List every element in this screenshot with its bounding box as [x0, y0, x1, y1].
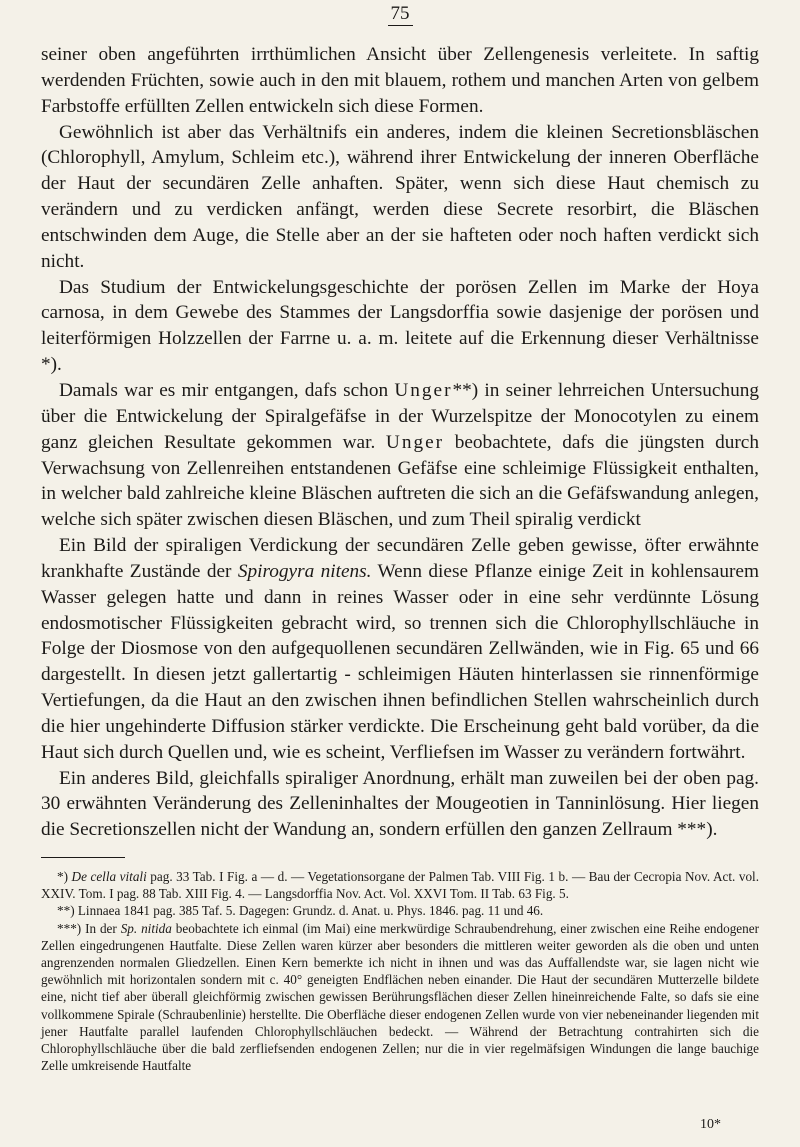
- footnote-1-title: De cella vitali: [71, 869, 147, 884]
- footnote-1-text: pag. 33 Tab. I Fig. a — d. — Vegetationsorgane der Palmen Tab. VIII Fig. 1 b. — Bau der Cecropia Nov. Act. vol. XXIV. Tom. I pag. 88 Tab. XIII Fig. 4. — Langsdorffia Nov. Act. Vol. XXVI Tom. II Tab. 63 Fig. 5.: [41, 869, 759, 902]
- paragraph-2: Gewöhnlich ist aber das Verhältnifs ein anderes, indem die kleinen Secretionsbläschen (Chlorophyll, Amylum, Schleim etc.), während ihrer Entwickelung der inneren Oberfläche der Haut der secundären Zelle anhaften. Später, wenn sich diese Haut chemisch zu verändern und zu verdicken anfängt, werden diese Secrete resorbirt, die Bläschen entschwinden dem Auge, die Stelle aber an der sie hafteten oder noch haften verdickt sich nicht.: [41, 121, 759, 272]
- footnotes: [41, 868, 759, 1074]
- footnote-2: **) Linnaea 1841 pag. 385 Taf. 5. Dagegen: Grundz. d. Anat. u. Phys. 1846. pag. 11 und 46.: [57, 903, 544, 919]
- paragraph-6: Ein anderes Bild, gleichfalls spiraliger Anordnung, erhält man zuweilen bei der oben pag. 30 erwähnten Veränderung des Zelleninhaltes der Mougeotien in Tanninlösung. Hier liegen die Secretionszellen nicht der Wandung an, sondern erfüllen den ganzen Zellraum ***).: [41, 767, 759, 841]
- paragraph-4-part-a: Damals war es mir entgangen, dafs schon: [59, 379, 395, 401]
- page-number-text: 75: [388, 4, 413, 26]
- page-number: [0, 4, 800, 26]
- footnote-1-mark: *): [57, 869, 72, 884]
- footnote-3-text: beobachtete ich einmal (im Mai) eine merkwürdige Schraubendrehung, einer zwischen eine Reihe endogener Zellen eingedrungenen Hautfalte. Diese Zellen waren kürzer aber besonders die mittleren weiter geworden als die oben und unten angrenzenden normalen Gliedzellen. Einen Kern bemerkte ich nicht in ihnen und was das Auffallendste war, sie lagen nicht wie gewöhnlich mit horizontalen sondern mit c. 40° geneigten Endflächen neben einander. Die Haut der secundären Mutterzelle bildete eine, nicht tief aber überall gleichförmig zwischen gewissen Berührungsflächen dieser Zellen hineinreichende Falte, so dafs sie eine vollkommene Spirale (Schraubenlinie) herstellte. Die Oberfläche dieser endogenen Zellen wurde von vier nebeneinander liegenden mit jener Hautfalte parallel laufenden Chlorophyllschläuchen bedeckt. — Während der Betrachtung contrahirten sich die Chlorophyllschläuche über die bald zerfliefsenden endogenen Zellen; nur die in vier regelmäfsigen Windungen die lange bauchige Zelle umkreisende Hautfalte: [41, 920, 759, 1074]
- paragraph-1: seiner oben angeführten irrthümlichen Ansicht über Zellengenesis verleitete. In saftig werdenden Früchten, sowie auch in den mit blauem, rothem und manchen Arten von gelbem Farbstoffe erfüllten Zellen entwickeln sich diese Formen.: [41, 44, 759, 117]
- paragraph-3: Das Studium der Entwickelungsgeschichte der porösen Zellen im Marke der Hoya carnosa, in dem Gewebe des Stammes der Langsdorffia sowie dasjenige der porösen und leiterförmigen Holzzellen der Farrne u. a. m. leitete auf die Erkennung dieser Verhältnisse *).: [41, 276, 759, 376]
- paragraph-4-part-b: **) in seiner lehrreichen Untersuchung über die Entwickelung der Spiralgefäfse in der Wurzelspitze der Monocotylen zu einem ganz gleichen Resultate gekommen war.: [41, 379, 759, 453]
- paragraph-5-part-a: Ein Bild der spiraligen Verdickung der secundären Zelle geben gewisse, öfter erwähnte krankhafte Zustände der: [41, 535, 759, 582]
- author-name-unger: Unger: [394, 379, 453, 401]
- signature-mark: 10*: [700, 1117, 721, 1132]
- footnote-3-species: Sp. nitida: [120, 920, 172, 936]
- paragraph-5-part-b: Wenn diese Pflanze einige Zeit in kohlensaurem Wasser gelegen hatte und dann in reines Wasser oder in eine sehr verdünnte Lösung endosmotischer Flüssigkeiten gebracht wird, so trennen sich die Chlorophyllschläuche in Folge der Diosmose von den aufgequollenen secundären Zellwänden, wie in Fig. 65 und 66 dargestellt. In diesen jetzt gallertartig - schleimigen Häuten hinterlassen sie rinnenförmige Vertiefungen, da die Haut an den zwischen ihnen befindlichen Stellen wahrscheinlich durch die hier ungehinderte Diffusion stärker verdickte. Die Erscheinung geht bald vorüber, da die Haut sich durch Quellen und, wie es scheint, Verfliefsen im Wasser zu verändern fortwährt.: [41, 560, 759, 763]
- footnote-divider: [41, 857, 125, 858]
- paragraph-4-part-c: beobachtete, dafs die jüngsten durch Verwachsung von Zellenreihen entstandenen Gefäfse eine schleimige Flüssigkeit enthalten, in welcher bald zahlreiche kleine Bläschen auftreten die sich an die Gefäfswandung anlegen, welche sich später zwischen diesen Bläschen, und zum Theil spiralig verdickt: [41, 431, 760, 531]
- author-name-unger-2: Unger: [385, 431, 445, 453]
- footnote-3: [41, 920, 759, 1075]
- species-name: Spirogyra nitens.: [237, 560, 372, 582]
- footnote-3-mark: ***) In der: [57, 920, 121, 936]
- paragraph-4: [41, 378, 759, 533]
- main-text: [41, 42, 759, 843]
- footnote-1: [41, 868, 759, 902]
- paragraph-5: [41, 533, 759, 766]
